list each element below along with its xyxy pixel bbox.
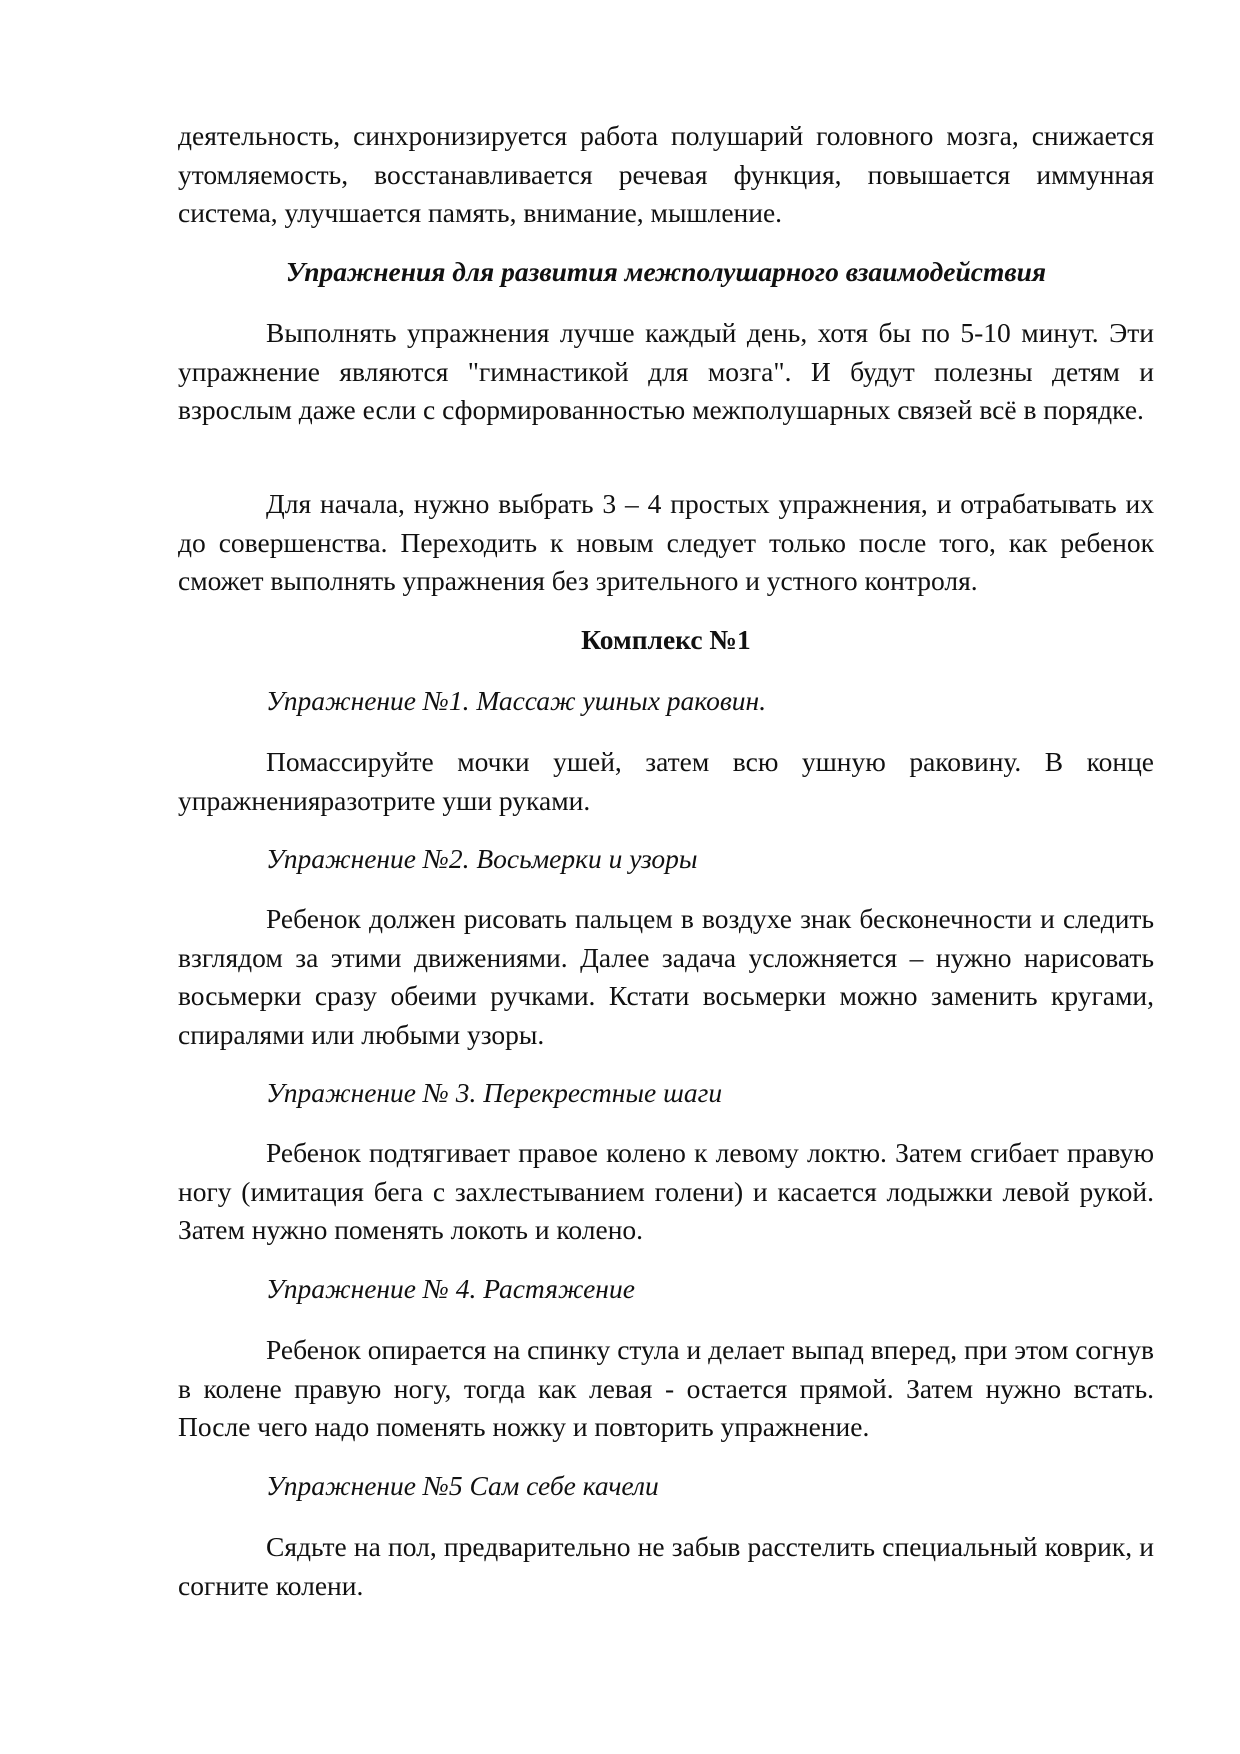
exercise-2-text: Ребенок должен рисовать пальцем в воздухе знак бесконечности и следить взглядом за этими движениями. Далее задача усложняется – нужно нарисовать восьмерки сразу обеими ручками. Кстати восьмерки можно заменить кругами, спиралями или любыми узоры. [178, 903, 1154, 1050]
exercise-3-title: Упражнение № 3. Перекрестные шаги [266, 1077, 723, 1108]
exercise-1-title: Упражнение №1. Массаж ушных раковин. [266, 685, 767, 716]
intro-paragraph: деятельность, синхронизируется работа полушарий головного мозга, снижается утомляемость, восстанавливается речевая функция, повышается иммунная система, улучшается память, внимание, мышление. [178, 120, 1154, 228]
exercise-5-text: Сядьте на пол, предварительно не забыв расстелить специальный коврик, и согните колени. [178, 1531, 1154, 1601]
exercise-2-title: Упражнение №2. Восьмерки и узоры [266, 843, 698, 874]
paragraph-daily-practice: Выполнять упражнения лучше каждый день, хотя бы по 5-10 минут. Эти упражнение являются "гимнастикой для мозга". И будут полезны детям и взрослым даже если с сформированностью межполушарных связей всё в порядке. [178, 317, 1154, 425]
paragraph-getting-started: Для начала, нужно выбрать 3 – 4 простых упражнения, и отрабатывать их до совершенства. Переходить к новым следует только после того, как ребенок сможет выполнять упражнения без зрительного и устного контроля. [178, 488, 1154, 596]
section-heading: Упражнения для развития межполушарного взаимодействия [285, 256, 1047, 287]
complex-heading: Комплекс №1 [581, 624, 751, 655]
exercise-5-title: Упражнение №5 Сам себе качели [266, 1470, 659, 1501]
exercise-4-title: Упражнение № 4. Растяжение [266, 1273, 635, 1304]
exercise-1-text: Помассируйте мочки ушей, затем всю ушную раковину. В конце упражненияразотрите уши руками. [178, 746, 1154, 816]
exercise-3-text: Ребенок подтягивает правое колено к левому локтю. Затем сгибает правую ногу (имитация бега с захлестыванием голени) и касается лодыжки левой рукой. Затем нужно поменять локоть и колено. [178, 1137, 1154, 1245]
exercise-4-text: Ребенок опирается на спинку стула и делает выпад вперед, при этом согнув в колене правую ногу, тогда как левая - остается прямой. Затем нужно встать. После чего надо поменять ножку и повторить упражнение. [178, 1334, 1154, 1442]
